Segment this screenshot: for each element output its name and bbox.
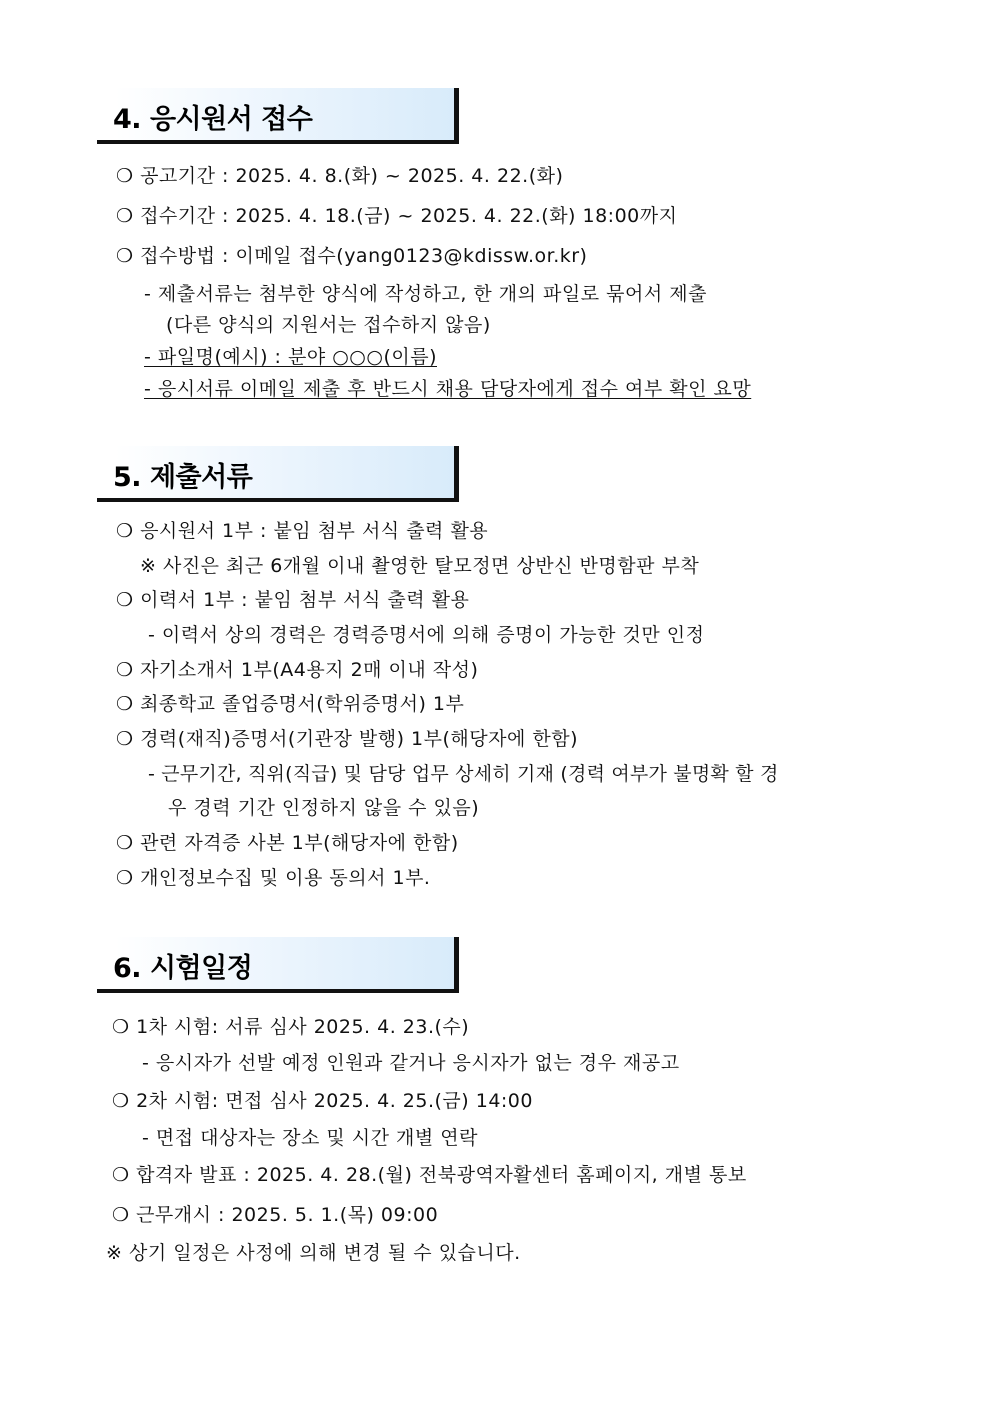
exam-round-1-note: - 응시자가 선발 예정 인원과 같거나 응시자가 없는 경우 재공고	[142, 1052, 680, 1074]
result-announcement: ❍ 합격자 발표 : 2025. 4. 28.(월) 전북광역자활센터 홈페이지, 개별 통보	[112, 1164, 747, 1186]
doc-career-cert: ❍ 경력(재직)증명서(기관장 발행) 1부(해당자에 한함)	[116, 728, 578, 750]
application-period: ❍ 공고기간 : 2025. 4. 8.(화) ~ 2025. 4. 22.(화)	[116, 165, 564, 187]
doc-license: ❍ 관련 자격증 사본 1부(해당자에 한함)	[116, 832, 459, 854]
doc-graduation: ❍ 최종학교 졸업증명서(학위증명서) 1부	[116, 693, 465, 715]
file-name-example: - 파일명(예시) : 분야 ○○○(이름)	[144, 346, 437, 368]
section-5-title: 5. 제출서류	[113, 462, 253, 493]
doc-resume-note: - 이력서 상의 경력은 경력증명서에 의해 증명이 가능한 것만 인정	[148, 624, 705, 646]
submission-method: ❍ 접수방법 : 이메일 접수(yang0123@kdissw.or.kr)	[116, 245, 588, 267]
doc-career-note: - 근무기간, 직위(직급) 및 담당 업무 상세히 기재 (경력 여부가 불명확 할 경	[148, 763, 779, 785]
exam-round-2: ❍ 2차 시험: 면접 심사 2025. 4. 25.(금) 14:00	[112, 1090, 533, 1112]
doc-privacy-consent: ❍ 개인정보수집 및 이용 동의서 1부.	[116, 867, 431, 889]
submission-period: ❍ 접수기간 : 2025. 4. 18.(금) ~ 2025. 4. 22.(화) 18:00까지	[116, 205, 678, 227]
doc-self-intro: ❍ 자기소개서 1부(A4용지 2매 이내 작성)	[116, 659, 479, 681]
submission-note-1: - 제출서류는 첨부한 양식에 작성하고, 한 개의 파일로 묶어서 제출	[144, 283, 707, 305]
section-6-heading	[97, 937, 459, 993]
exam-round-2-note: - 면접 대상자는 장소 및 시간 개별 연락	[142, 1127, 478, 1149]
section-6-title: 6. 시험일정	[113, 953, 253, 984]
doc-application-form: ❍ 응시원서 1부 : 붙임 첨부 서식 출력 활용	[116, 520, 489, 542]
doc-resume: ❍ 이력서 1부 : 붙임 첨부 서식 출력 활용	[116, 589, 470, 611]
doc-career-note-cont: 우 경력 기간 인정하지 않을 수 있음)	[168, 797, 480, 819]
section-5-heading	[97, 446, 459, 502]
work-start: ❍ 근무개시 : 2025. 5. 1.(목) 09:00	[112, 1204, 439, 1226]
email-confirm-note: - 응시서류 이메일 제출 후 반드시 채용 담당자에게 접수 여부 확인 요망	[144, 378, 752, 400]
section-4-heading	[97, 88, 459, 144]
doc-photo-note: ※ 사진은 최근 6개월 이내 촬영한 탈모정면 상반신 반명함판 부착	[140, 555, 700, 577]
exam-round-1: ❍ 1차 시험: 서류 심사 2025. 4. 23.(수)	[112, 1016, 470, 1038]
submission-note-1-cont: (다른 양식의 지원서는 접수하지 않음)	[166, 314, 491, 336]
schedule-change-note: ※ 상기 일정은 사정에 의해 변경 될 수 있습니다.	[106, 1242, 521, 1264]
section-4-title: 4. 응시원서 접수	[113, 104, 313, 135]
